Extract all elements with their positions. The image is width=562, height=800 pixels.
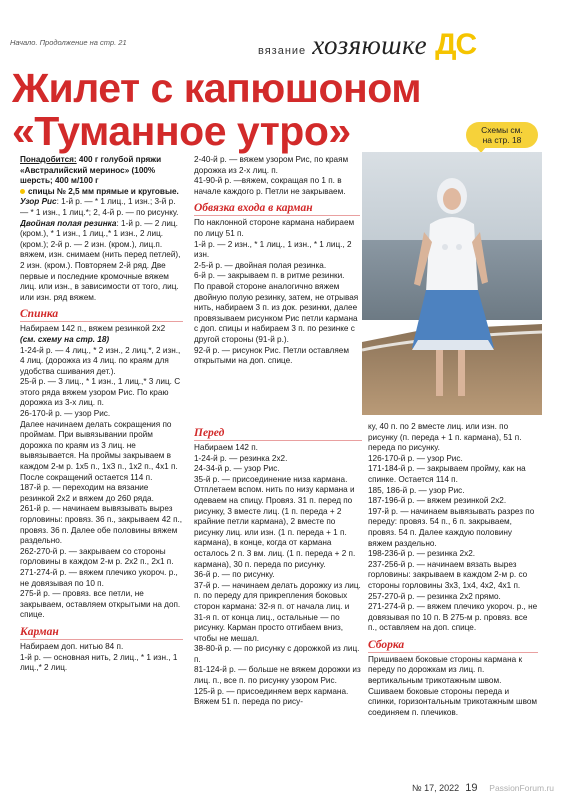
paragraph: 1-й р. — основная нить, 2 лиц., * 1 изн., 1 лиц.,* 2 лиц. — [20, 652, 178, 673]
paragraph: 271-274-й р. — вяжем плечико укороч. р., не довязывая по 10 п. — [20, 567, 178, 588]
materials-needles: спицы № 2,5 мм прямые и круговые. — [28, 186, 179, 196]
bullet-icon — [20, 189, 25, 194]
section-heading-pocket-edge: Обвязка входа в карман — [194, 201, 360, 216]
schemes-line-2: на стр. 18 — [482, 135, 522, 145]
paragraph: 275-й р. — провяз. все петли, не закрываем, оставляем открытыми на доп. спице. — [20, 589, 181, 620]
paragraph: 237-256-й р. — начинаем вязать вырез горловины: закрываем в каждом 2-м р. со стороны горловины 3х3, 1х4, 4х2, 4х1 п. — [368, 559, 528, 590]
paragraph: Набираем доп. нитью 84 п. — [20, 641, 124, 651]
section-heading-assembly: Сборка — [368, 638, 538, 653]
schemes-line-1: Схемы см. — [481, 125, 523, 135]
paragraph: По наклонной стороне кармана набираем по лицу 51 п. — [194, 218, 355, 238]
paragraph: 185, 186-й р. — узор Рис. — [368, 485, 465, 495]
paragraph: По правой стороне аналогично вяжем двойную полую резинку, затем, не отрывая нить, набираем 3 п. из док. резинки, далее провязываем рисунком Рис петли кармана с доп. спицы и набираем 3 п. по резинке с другой стороны (91-й р.). — [194, 281, 359, 344]
paragraph: 81-124-й р. — больше не вяжем дорожки из лиц. п., все п. по рисунку узором Рис. — [194, 665, 361, 686]
pattern-rice — [20, 197, 183, 218]
rubric-label: хозяюшке — [312, 30, 428, 60]
paragraph: 1-24-й р. — резинка 2х2. — [194, 453, 288, 463]
paragraph: 25-й р. — 3 лиц., * 1 изн., 1 лиц.,* 3 лиц. С этого ряда вяжем узором Рис. По краю дорожка из 3-х лиц. п. — [20, 377, 181, 408]
paragraph: 41-90-й р. —вяжем, сокращая по 1 п. в начале каждого р. Петли не закрываем. — [194, 176, 346, 196]
pattern-label: Узор Рис — [20, 197, 57, 207]
continued-note: Начало. Продолжение на стр. 21 — [10, 38, 127, 47]
paragraph: 171-184-й р. — закрываем пройму, как на спинке. Остается 114 п. — [368, 464, 526, 484]
paragraph: 2-5-й р. — двойная полая резинка. — [194, 260, 327, 270]
column-3 — [368, 422, 538, 747]
paragraph: 92-й р. — рисунок Рис. Петли оставляем открытыми на доп. спице. — [194, 345, 349, 366]
watermark: PassionForum.ru — [489, 783, 554, 793]
paragraph: 37-й р. — начинаем делать дорожку из лиц. п. по переду для прикрепления боковых сторон кармана: 32-я п. от начала лиц. и 31-я п. от конца лиц., остальные — по рисунку. Карман просто отгибаем вниз, чтобы не мешал. — [194, 580, 361, 643]
section-heading-pocket: Карман — [20, 625, 183, 640]
model-photo — [362, 152, 542, 415]
paragraph: 1-й р. — 2 изн., * 1 лиц., 1 изн., * 1 лиц., 2 изн. — [194, 239, 352, 260]
paragraph: 35-й р. — присоединение низа кармана. Отплетаем вспом. нить по низу кармана и одеваем на спицу. Провяз. 31 п. перед по рисунку, 3 вместе лиц. (1 п. переда + 2 крайние петли кармана), 2 вместе по рисунку лиц. или изн. (1 п. переда + 1 п. кармана), в конце, когда от кармана осталось 2 п. 3 вм. лиц. (1 п. переда + 2 п. кармана), 30 п. переда по рисунку. — [194, 474, 356, 569]
paragraph: 271-274-й р. — вяжем плечико укороч. р., не довязывая по 10 п. В 275-м р. провяз. все п., оставляем на доп. спице. — [368, 602, 538, 633]
section-label: вязание — [258, 45, 307, 57]
pattern-text: : 1-й р. — * 1 лиц., 1 изн.; 3-й р. — * 1 изн., 1 лиц.*; 2, 4-й р. — по рисунку. — [20, 197, 179, 217]
back-intro — [20, 324, 183, 345]
materials-text: 400 г голубой пряжи «Австралийский меринос» (100% шерсть; 400 м/100 г — [20, 155, 162, 186]
paragraph: 2-40-й р. — вяжем узором Рис, по краям дорожка из 2-х лиц. п. — [194, 155, 349, 175]
column-1 — [20, 155, 183, 783]
paragraph: 36-й р. — по рисунку. — [194, 570, 275, 580]
pattern-label: Двойная полая резинка — [20, 218, 117, 228]
paragraph: 26-170-й р. — узор Рис. — [20, 409, 111, 419]
paragraph: Далее начинаем делать сокращения по проймам. При вывязывании пройм дорожка по краям из 3 лиц. не вывязывается. На проймы закрываем в каждом 2-м р. 1х5 п., 1х3 п., 1х2 п., 4х1 п. После сокращений остается 114 п. — [20, 419, 178, 482]
column-2-bottom — [194, 422, 362, 782]
paragraph: 38-80-й р. — по рисунку с дорожкой из лиц. п. — [194, 644, 360, 664]
paragraph: 187-196-й р. — вяжем резинкой 2х2. — [368, 496, 507, 506]
page-footer — [412, 782, 477, 794]
brand-logo: ДС — [435, 28, 477, 61]
section-heading-back: Спинка — [20, 307, 183, 322]
title-line-1: Жилет с капюшоном — [12, 65, 422, 111]
paragraph: 24-34-й р. — узор Рис. — [194, 464, 280, 474]
paragraph: ку, 40 п. по 2 вместе лиц. или изн. по рисунку (п. переда + 1 п. кармана), 51 п. переда по рисунку. — [368, 422, 522, 453]
page-number: 19 — [465, 782, 478, 794]
paragraph: 6-й р. — закрываем п. в ритме резинки. — [194, 271, 345, 281]
back-intro-text: Набираем 142 п., вяжем резинкой 2х2 — [20, 324, 166, 334]
column-2-top — [194, 155, 360, 427]
schemes-badge — [466, 122, 538, 148]
magazine-rubric — [258, 28, 476, 62]
paragraph: 1-24-й р. — 4 лиц., * 2 изн., 2 лиц.*, 2 изн., 4 лиц. (дорожка из 4 лиц. по краям для удобства сшивания дет.). — [20, 345, 181, 376]
issue-number: № 17, 2022 — [412, 783, 460, 793]
paragraph: 261-й р. — начинаем вывязывать вырез горловины: провяз. 36 п., закрываем 42 п., провяз. 36 п. Далее обе половины вяжем раздельно. — [20, 504, 183, 546]
paragraph: 257-270-й р. — резинка 2х2 прямо. — [368, 591, 501, 601]
pattern-rib — [20, 219, 183, 304]
pattern-text: : 1-й р. — 2 лиц. (кром.), * 1 изн., 1 лиц.,* 1 изн., 2 лиц. (кром.); 2-й р. — 2 изн. (кром.), лиц.п. вяжем, изн. снимаем (нить перед петлей), 2 изн. (кром.). Повторяем 2-й ряд. Две первые и последние кромочные вяжем лиц. или изн., в зависимости от того, лиц. или изн. ряд вяжем. — [20, 218, 181, 302]
materials-label: Понадобится: — [20, 155, 77, 164]
paragraph: Набираем 142 п. — [194, 443, 258, 452]
paragraph: 125-й р. — присоединяем верх кармана. Вяжем 51 п. переда по рису- — [194, 686, 349, 707]
paragraph: 187-й р. — переходим на вязание резинкой 2х2 и вяжем до 260 ряда. — [20, 483, 154, 503]
paragraph: 126-170-й р. — узор Рис. — [368, 453, 463, 463]
section-heading-front: Перед — [194, 426, 362, 441]
title-line-2: «Туманное утро» — [12, 108, 351, 154]
scheme-reference: (см. схему на стр. 18) — [20, 334, 110, 344]
paragraph: Пришиваем боковые стороны кармана к переду по дорожкам из лиц. п. вертикальным трикотажным швом. Сшиваем боковые стороны переда и спинки, горизонтальным трикотажным швом соединяем п. плечиков. — [368, 654, 538, 717]
paragraph: 198-236-й р. — резинка 2х2. — [368, 549, 476, 559]
materials — [20, 155, 183, 197]
article-title — [12, 67, 432, 153]
paragraph: 262-270-й р. — закрываем со стороны горловины в каждом 2-м р. 2х2 п., 2х1 п. — [20, 546, 174, 567]
paragraph: 197-й р. — начинаем вывязывать разрез по переду: провяз. 54 п., 6 п. закрываем, провяз. 54 п. Далее каждую половину вяжем раздельно. — [368, 506, 535, 548]
